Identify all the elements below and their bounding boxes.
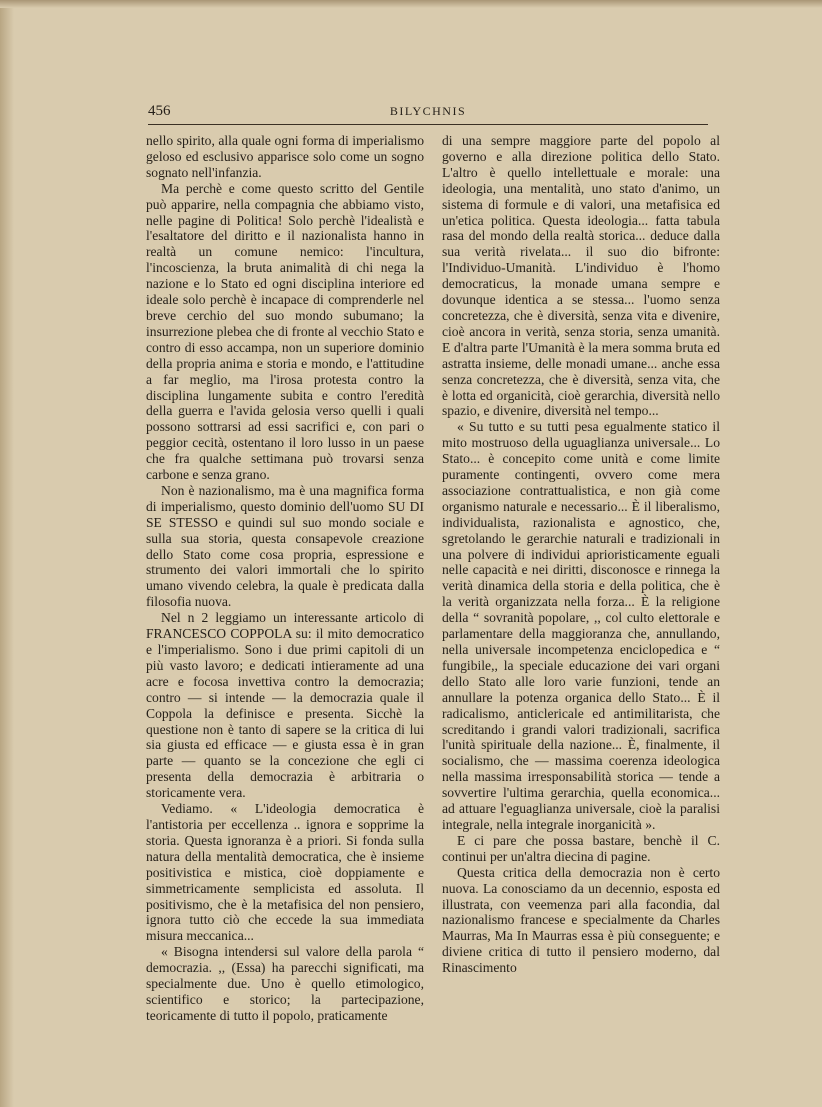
paragraph: « Bisogna intendersi sul valore della parola “ democrazia. ,, (Essa) ha parecchi significati, ma specialmente due. Uno è quello etimologico, scientifico e storico; la partecipazione, teoricamente di tutto il popolo, praticamente — [146, 944, 424, 1023]
paragraph: Questa critica della democrazia non è certo nuova. La conosciamo da un decennio, esposta ed illustrata, con veemenza pari alla facondia, dal nazionalismo francese e specialmente da Charles Maurras, Ma In Maurras essa è più conseguente; e diviene critica di tutto il pensiero moderno, dal Rinascimento — [442, 864, 720, 976]
paragraph: di una sempre maggiore parte del popolo al governo e alla direzione politica dello Stato. L'altro è quello intellettuale e morale: una ideologia, una mentalità, uno stato d'animo, un sistema di formule e di valori, una metafisica ed un'etica politica. Questa ideologia... fatta tabula rasa del mondo della realtà storica... deduce dalla sua verità rivelata... il suo dio bifronte: l'Individuo-Umanità. L'individuo è l'homo democraticus, la monade umana sempre e dovunque identica a se stessa... l'uomo senza concretezza, che è diversità, senza vita e divenire, cioè ancora in verità, senza storia, senza umanità. E d'altra parte l'Umanità è la mera somma bruta ed astratta insieme, delle monadi umane... anche essa senza concretezza, che è diversità, senza vita, che è lotta ed organicità, cioè gerarchia, diversità nello spazio, e divenire, diversità nel tempo... — [442, 133, 720, 419]
paragraph: nello spirito, alla quale ogni forma di imperialismo geloso ed esclusivo apparisce solo come un sogno sognato nell'infanzia. — [146, 133, 424, 180]
paragraph: Non è nazionalismo, ma è una magnifica forma di imperialismo, questo dominio dell'uomo SU DI SE STESSO e quindi sul suo mondo sociale e sulla sua storia, questa consapevole creazione dello Stato come cosa propria, espressione e strumento dei valori immortali che lo spirito umano vivendo celebra, la quale è predicata dalla filosofia nuova. — [146, 482, 424, 610]
page-header — [148, 103, 708, 123]
paragraph: E ci pare che possa bastare, benchè il C. continui per un'altra diecina di pagine. — [442, 832, 720, 864]
paragraph: Vediamo. « L'ideologia democratica è l'antistoria per eccellenza .. ignora e sopprime la storia. Questa ignoranza è a priori. Si fonda sulla natura della mentalità democratica, che è insieme positivistica e mistica, cioè doppiamente e simmetricamente semplicista ed assoluta. Il positivismo, che è la metafisica del non pensiero, ignora tutto ciò che eccede la sua immediata misura meccanica... — [146, 801, 424, 944]
page-top-edge — [0, 0, 822, 8]
paragraph: Ma perchè e come questo scritto del Gentile può apparire, nella compagnia che abbiamo visto, nelle pagine di Politica! Solo perchè l'idealistà e l'esaltatore del diritto e il nazionalista hanno in realtà un comune nemico: l'incultura, l'incoscienza, la bruta animalità di chi nega la nazione e lo Stato ed ogni disciplina interiore ed ideale solo perchè è incapace di comprenderle nel breve cerchio del suo mondo subumano; la insurrezione plebea che di fronte al vecchio Stato e contro di esso accampa, non un superiore dominio della propria anima e storia e mondo, e l'attitudine a far meglio, ma l'irosa protesta contro la disciplina lungamente subita e contro l'eredità della guerra e l'avida gelosia verso quelli i quali possono sottrarsi ad essi sacrifici e, con pari o peggior cecità, ostentano il loro lusso in un paese che fra qualche settimana può trovarsi senza carbone e senza grano. — [146, 180, 424, 483]
header-rule — [148, 124, 708, 125]
right-column — [442, 133, 720, 976]
binding-shadow — [0, 0, 14, 1107]
paragraph: « Su tutto e su tutti pesa egualmente statico il mito mostruoso della uguaglianza universale... Lo Stato... è concepito come unità e come limite puramente contingenti, ovvero come mera associazione contrattualistica, e non già come organismo naturale e necessario... È il liberalismo, individualista, razionalista e agnostico, che, sgretolando le gerarchie naturali e tradizionali in una polvere di individui aprioristicamente eguali nelle capacità e nei diritti, disconosce e rinnega la verità dinamica della storia e della politica, che è la verità organizzata nella forza... È la religione della “ sovranità popolare, ,, col culto elettorale e parlamentare della maggioranza che, annullando, nella universale incompetenza enciclopedica e “ fungibile,, la speciale educazione dei vari organi dello Stato alle loro varie funzioni, tende an annullare la potenza organica dello Stato... È il radicalismo, anticlericale ed antimilitarista, che screditando i grandi valori tradizionali, sacrifica l'unità spirituale della nazione... È, finalmente, il socialismo, che — massima coerenza ideologica nella massima irresponsabilità storica — tende a sovvertire l'ultima gerarchia, quella economica... ad attuare l'eguaglianza universale, cioè la paralisi integrale, nella integrale inorganicità ». — [442, 419, 720, 832]
left-column — [146, 133, 424, 1024]
paragraph: Nel n 2 leggiamo un interessante articolo di FRANCESCO COPPOLA su: il mito democratico e l'imperialismo. Sono i due primi capitoli di un più vasto lavoro; e dedicati intieramente ad una acre e focosa invettiva contro la democrazia; contro — si intende — la democrazia quale il Coppola la definisce e presenta. Sicchè la questione non è tanto di sapere se la critica di lui sia giusta ed efficace — e giusta essa è in gran parte — quanto se la concezione che egli ci presenta della democrazia è arbitraria o storicamente vera. — [146, 610, 424, 801]
page-number: 456 — [148, 103, 171, 119]
running-title: BILYCHNIS — [389, 104, 467, 118]
